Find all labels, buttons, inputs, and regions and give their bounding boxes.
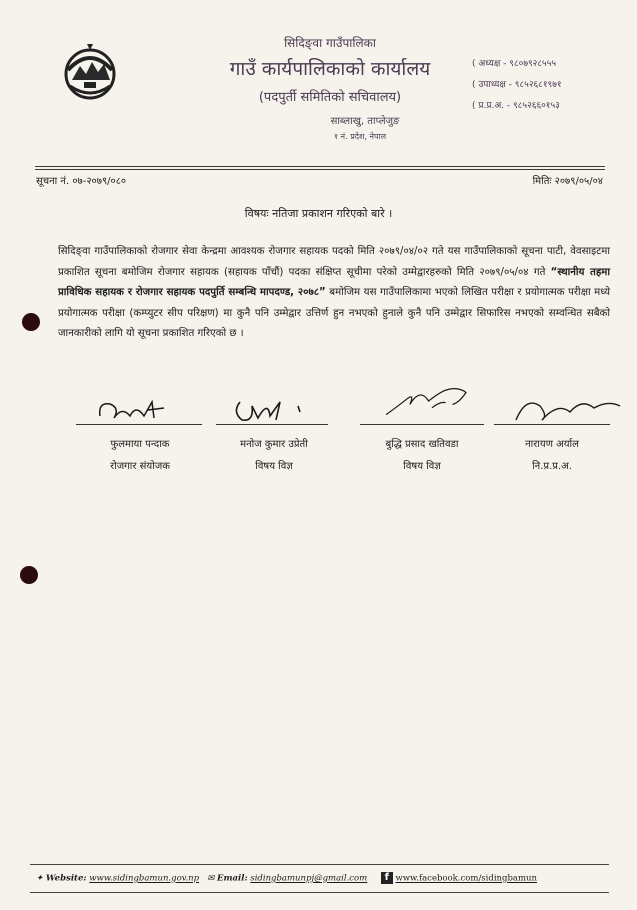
- body-text-1: सिदिङ्वा गाउँपालिकाको रोजगार सेवा केन्द्रमा आवश्यक रोजगार सहायक पदको मिति २०७९/०४/०२ गते यस गाउँपालिकाको सूचना पाटी, वेवसाइटमा प्रकाशित सूचना बमोजिम रोजगार सहायक (सहायक पाँचौं) पदका संक्षिप्त सूचीमा परेको उम्मेद्वारहरुको मिति २०७९/०५/०४ गते: [58, 246, 610, 278]
- signature-4: [512, 392, 632, 426]
- signatory-role-2: विषय विज्ञ: [255, 461, 293, 472]
- notice-reference: सूचना नं. ०७-२०७९/०८०: [36, 176, 127, 187]
- facebook-link[interactable]: www.facebook.com/sidingbamun: [395, 873, 537, 884]
- signatory-role-1: रोजगार संयोजक: [110, 461, 170, 472]
- notice-subject: विषयः नतिजा प्रकाशन गरिएको बारे ।: [244, 207, 393, 220]
- punch-hole-bottom: [20, 566, 38, 584]
- globe-icon: ✦: [36, 873, 44, 884]
- signatory-name-1: फुलमाया पन्दाक: [110, 439, 170, 450]
- body-bold-standard: “स्थानीय तहमा प्राविधिक सहायक र रोजगार सहायक पदपुर्ति सम्बन्धि मापदण्ड, २०७८”: [58, 266, 610, 299]
- signature-2: [228, 392, 348, 426]
- signatory-name-3: बुद्धि प्रसाद खतिवडा: [385, 439, 459, 450]
- signature-3: [372, 384, 492, 418]
- notice-body: [58, 242, 610, 345]
- signature-line-2: [216, 424, 328, 425]
- footer-divider-top: [30, 864, 609, 865]
- punch-hole-top: [22, 313, 40, 331]
- header-divider: [35, 166, 605, 167]
- header-divider-thin: [35, 169, 605, 170]
- notice-date: मितिः २०७९/०५/०४: [532, 176, 603, 187]
- mail-icon: ✉: [207, 873, 215, 884]
- municipality-name: सिदिङ्वा गाउँपालिका: [284, 36, 376, 50]
- signature-1: [92, 394, 212, 428]
- email-label: Email:: [217, 873, 248, 884]
- nepal-emblem-icon: [58, 40, 122, 104]
- contact-chairperson: ( अध्यक्ष - ९८०७९२८५५५: [472, 59, 557, 69]
- signatory-role-4: नि.प्र.प्र.अ.: [532, 461, 572, 472]
- signatory-name-4: नारायण अर्याल: [525, 439, 579, 450]
- email-link[interactable]: sidingbamunpj@gmail.com: [250, 873, 368, 884]
- contact-vice-chairperson: ( उपाध्यक्ष - ९८५२६८१९७१: [472, 80, 562, 90]
- signatory-name-2: मनोज कुमार उप्रेती: [240, 439, 308, 450]
- website-link[interactable]: www.sidingbamun.gov.np: [89, 873, 200, 884]
- signature-line-4: [494, 424, 610, 425]
- committee-name: (पदपुर्ती समितिको सचिवालय): [258, 90, 402, 105]
- body-text-2: बमोजिम यस गाउँपालिकामा भएको लिखित परीक्षा र प्रयोगात्मक परीक्षा मध्ये प्रयोगात्मक परीक्षा (कम्प्युटर सीप परिक्षण) मा कुनै पनि उम्मेद्वार उत्तिर्ण हुन नभएको हुनाले कुनै पनि उम्मेद्वार सिफारिस नभएको सम्वन्धित सबैको जानकारीको लागि यो सूचना प्रकाशित गरिएको छ ।: [58, 287, 610, 340]
- contact-numbers: [472, 54, 632, 117]
- letterhead: [180, 34, 480, 142]
- office-name: गाउँ कार्यपालिकाको कार्यालय: [229, 58, 431, 80]
- footer-divider-bottom: [30, 892, 609, 893]
- website-label: Website:: [45, 873, 87, 884]
- signatory-role-3: विषय विज्ञ: [403, 461, 441, 472]
- signature-line-1: [76, 424, 202, 425]
- office-address: साब्लाखु, ताप्लेजुङ: [330, 116, 400, 127]
- office-province: १ नं. प्रदेश, नेपाल: [333, 132, 387, 141]
- signature-line-3: [360, 424, 484, 425]
- contact-cao: ( प्र.प्र.अ. - ९८५२६६०१५३: [472, 101, 560, 111]
- facebook-icon: f: [381, 872, 393, 884]
- footer: [36, 872, 616, 890]
